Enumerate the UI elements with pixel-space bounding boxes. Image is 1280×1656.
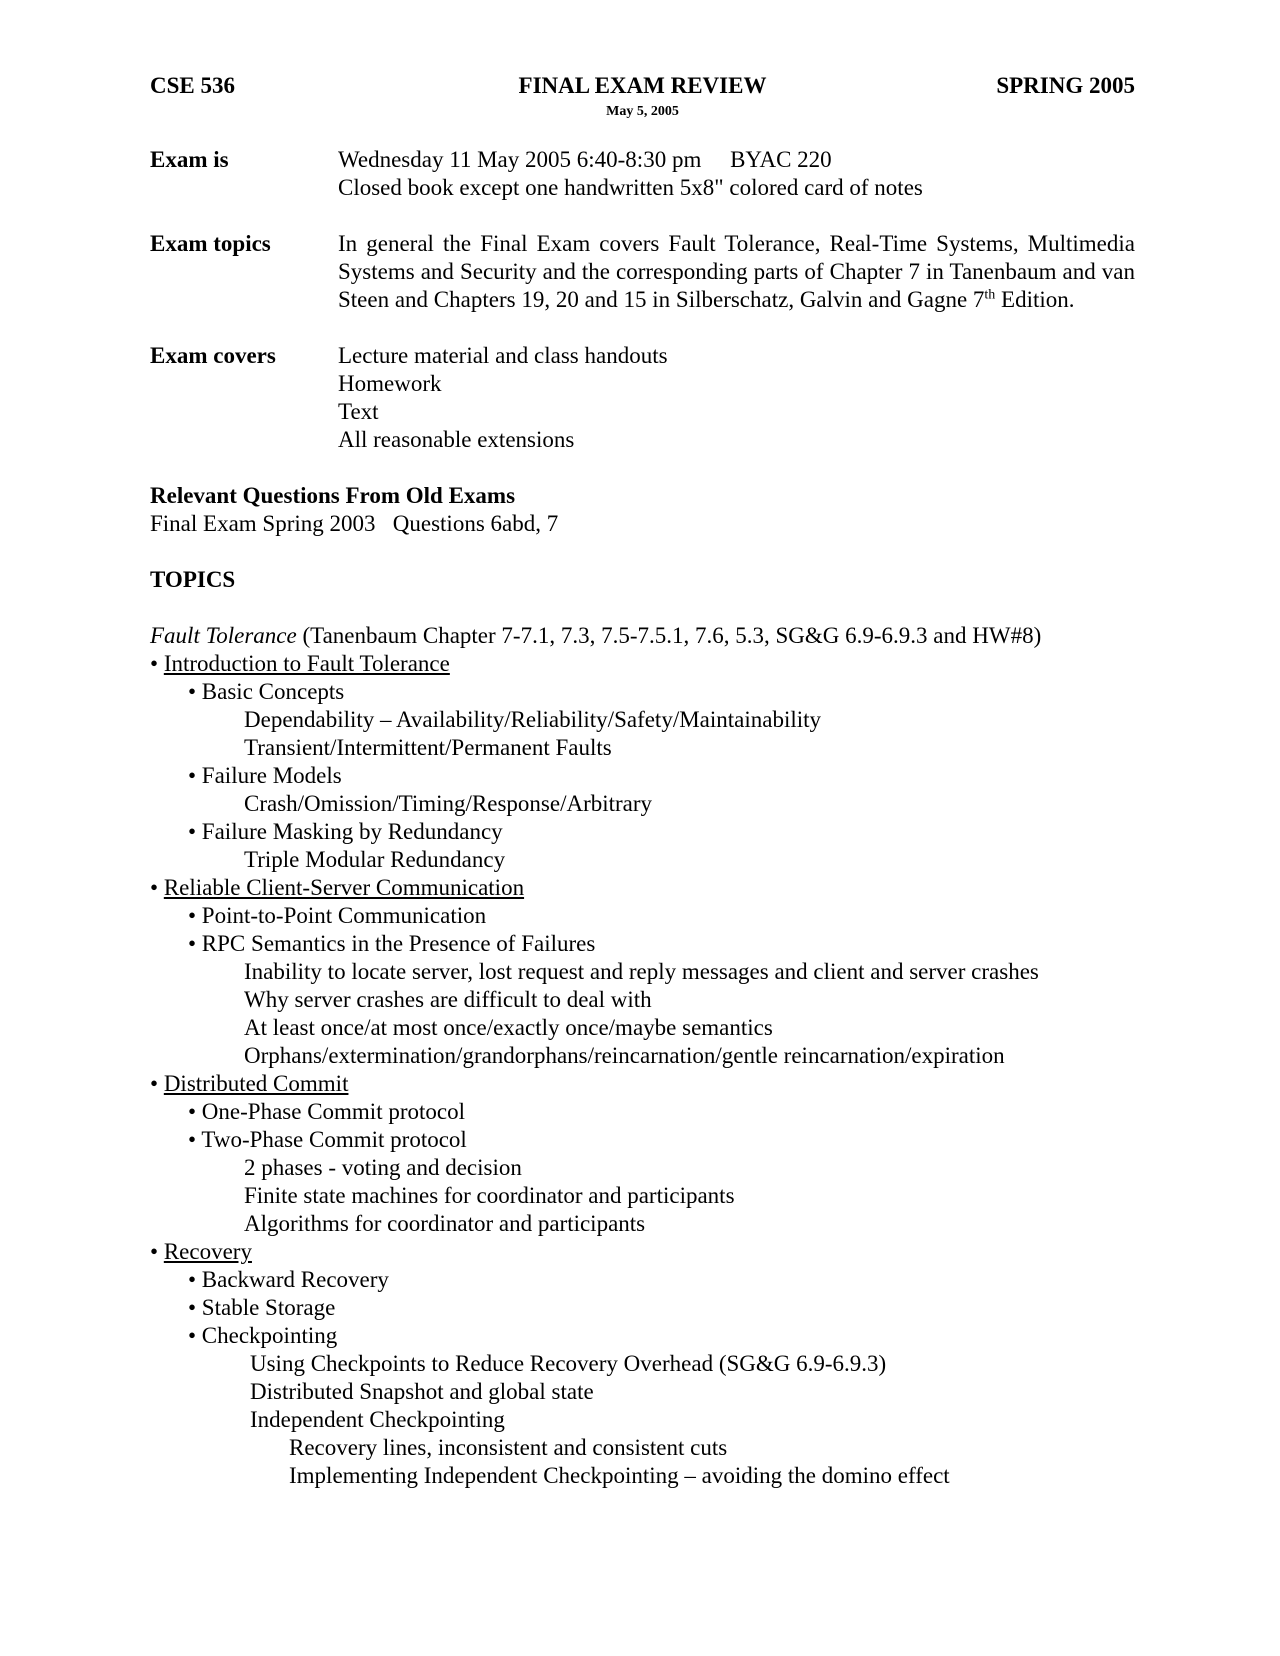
topic-detail: Distributed Snapshot and global state — [250, 1379, 594, 1404]
topic-detail: Dependability – Availability/Reliability/Safety/Maintainability — [244, 707, 822, 732]
document-page — [150, 72, 1135, 1490]
exam-is-section — [150, 146, 1135, 202]
bullet: • — [150, 651, 164, 676]
document-title: FINAL EXAM REVIEW — [518, 73, 767, 98]
topic-subsection: • Failure Models — [188, 763, 342, 788]
exam-covers-item: Lecture material and class handouts — [338, 343, 668, 368]
header — [150, 72, 1135, 120]
topic-detail: Orphans/extermination/grandorphans/reincarnation/gentle reincarnation/expiration — [244, 1043, 1005, 1068]
topic-deep-detail: Implementing Independent Checkpointing – avoiding the domino effect — [289, 1463, 950, 1488]
topic-section — [150, 1070, 1135, 1098]
topic-subsection: • Point-to-Point Communication — [188, 903, 487, 928]
exam-topics-section — [150, 230, 1135, 314]
topic-detail: Independent Checkpointing — [250, 1407, 505, 1432]
topic-section-title: Recovery — [163, 1239, 252, 1264]
topic-detail: Algorithms for coordinator and participants — [244, 1211, 646, 1236]
exam-topics-label: Exam topics — [150, 231, 271, 256]
topic-detail: Triple Modular Redundancy — [244, 847, 506, 872]
topic-section-title: Distributed Commit — [163, 1071, 349, 1096]
topic-subsection: • Checkpointing — [188, 1323, 338, 1348]
topic-detail: Using Checkpoints to Reduce Recovery Overhead (SG&G 6.9-6.9.3) — [250, 1351, 887, 1376]
fault-tolerance-title: Fault Tolerance — [150, 623, 297, 648]
exam-is-label: Exam is — [150, 147, 229, 172]
exam-topics-text: In general the Final Exam covers Fault Tolerance, Real-Time Systems, Multimedia Systems and Security and the corresponding parts of Chapter 7 in Tanenbaum and van Steen and Chapters 19, 20 and 15 in Silberschatz, Galvin and Gagne 7th Edition. — [338, 231, 1135, 312]
topic-subsection: • RPC Semantics in the Presence of Failures — [188, 931, 596, 956]
topic-detail: Transient/Intermittent/Permanent Faults — [244, 735, 612, 760]
topic-section — [150, 874, 1135, 902]
topic-detail: Finite state machines for coordinator and participants — [244, 1183, 735, 1208]
exam-covers-item: Homework — [338, 371, 442, 396]
topic-section — [150, 1238, 1135, 1266]
term: SPRING 2005 — [996, 73, 1135, 98]
topic-detail: At least once/at most once/exactly once/maybe semantics — [244, 1015, 773, 1040]
topic-detail: 2 phases - voting and decision — [244, 1155, 522, 1180]
old-exams-section — [150, 482, 1135, 538]
bullet: • — [150, 875, 164, 900]
topic-section — [150, 650, 1135, 678]
course-code: CSE 536 — [150, 73, 235, 98]
topic-subsection: • Stable Storage — [188, 1295, 336, 1320]
exam-covers-item: All reasonable extensions — [338, 427, 575, 452]
old-exams-heading: Relevant Questions From Old Exams — [150, 483, 516, 508]
old-exams-line: Final Exam Spring 2003 Questions 6abd, 7 — [150, 511, 559, 536]
topic-deep-detail: Recovery lines, inconsistent and consistent cuts — [289, 1435, 728, 1460]
fault-tolerance-refs: (Tanenbaum Chapter 7-7.1, 7.3, 7.5-7.5.1, 7.6, 5.3, SG&G 6.9-6.9.3 and HW#8) — [296, 623, 1042, 648]
topic-subsection: • Basic Concepts — [188, 679, 345, 704]
topic-detail: Why server crashes are difficult to deal with — [244, 987, 652, 1012]
fault-tolerance-line — [150, 622, 1135, 650]
topic-detail: Crash/Omission/Timing/Response/Arbitrary — [244, 791, 653, 816]
bullet: • — [150, 1071, 164, 1096]
topic-subsection: • Backward Recovery — [188, 1267, 389, 1292]
bullet: • — [150, 1239, 164, 1264]
topic-section-title: Introduction to Fault Tolerance — [163, 651, 450, 676]
exam-covers-section — [150, 342, 1135, 454]
exam-covers-item: Text — [338, 399, 379, 424]
topic-section-title: Reliable Client-Server Communication — [163, 875, 525, 900]
document-date: May 5, 2005 — [606, 104, 679, 119]
topics-heading: TOPICS — [150, 567, 236, 592]
exam-covers-list — [338, 342, 1135, 454]
topic-subsection: • One-Phase Commit protocol — [188, 1099, 465, 1124]
exam-covers-label: Exam covers — [150, 343, 276, 368]
exam-time-location: Wednesday 11 May 2005 6:40-8:30 pm BYAC 220 — [338, 147, 832, 172]
topic-outline — [150, 650, 1135, 1490]
exam-rules: Closed book except one handwritten 5x8" colored card of notes — [338, 175, 923, 200]
topic-subsection: • Failure Masking by Redundancy — [188, 819, 503, 844]
topic-subsection: • Two-Phase Commit protocol — [188, 1127, 467, 1152]
topic-detail: Inability to locate server, lost request and reply messages and client and server crashes — [244, 959, 1039, 984]
